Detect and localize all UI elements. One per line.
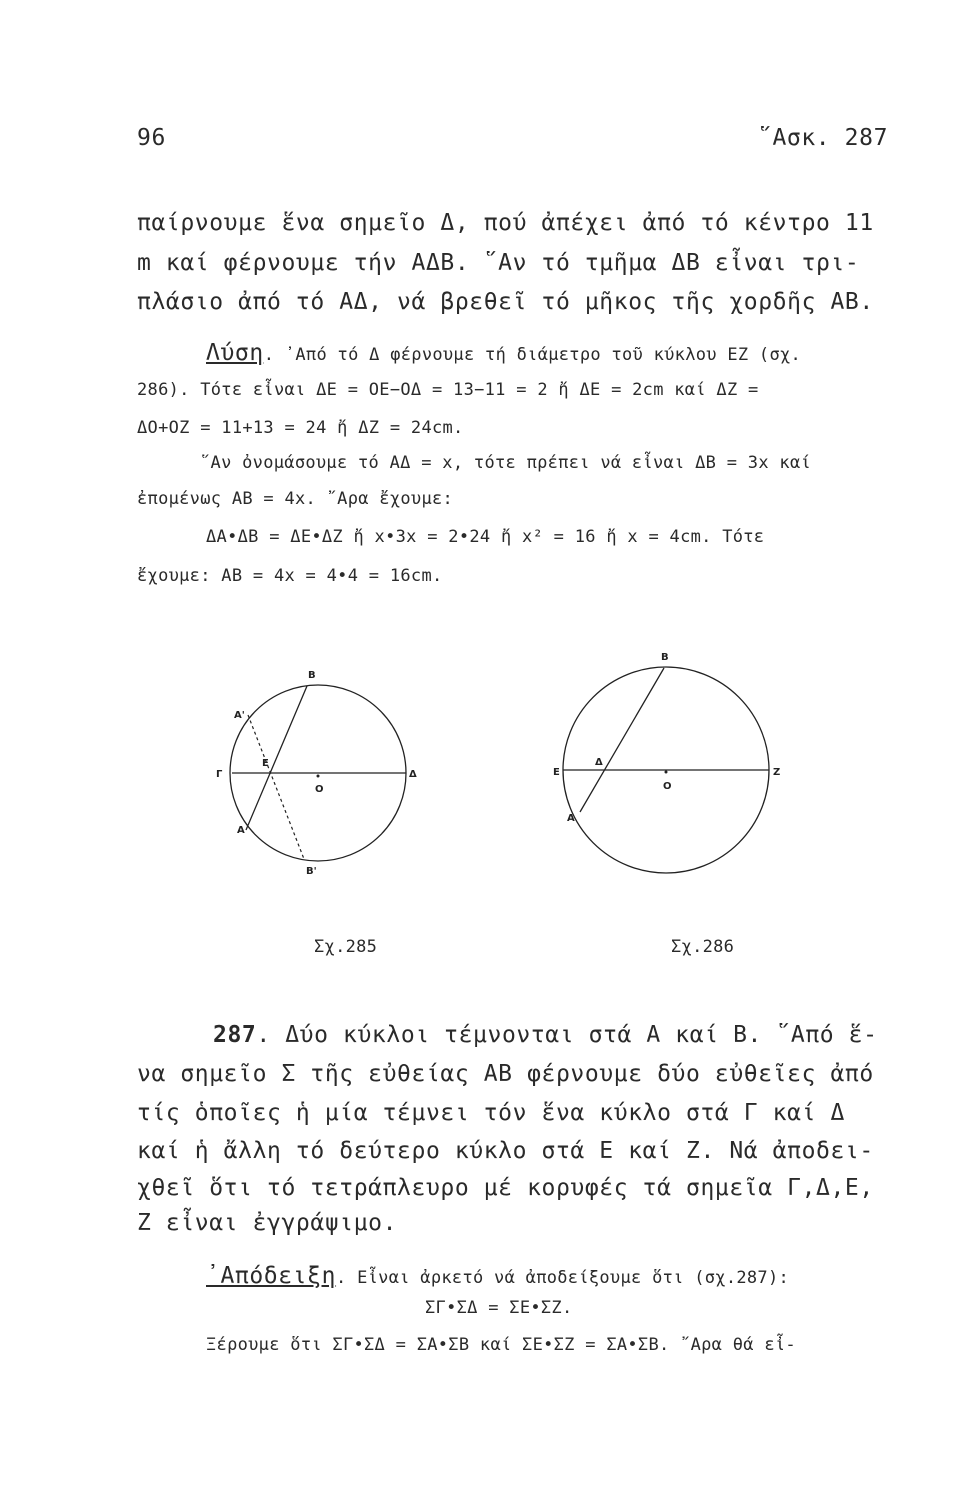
problem-287-line-2: να σημεῖο Σ τῆς εὐθείας ΑΒ φέρνουμε δύο εὐθεῖες ἀπό: [137, 1061, 874, 1087]
fig285-label-b: B: [308, 670, 316, 681]
solution-label: Λύση: [206, 340, 264, 366]
problem-286-line-1: παίρνουμε ἕνα σημεῖο Δ, πού ἀπέχει ἀπό τό κέντρο 11: [137, 210, 874, 236]
solution-286-line-5: ἐπομένως ΑΒ = 4x. ῎Αρα ἔχουμε:: [137, 489, 454, 509]
fig286-caption: Σχ.286: [671, 937, 735, 957]
page-number: 96: [137, 125, 166, 151]
solution-286-line-1: [206, 340, 801, 366]
problem-287-line-6: Ζ εἶναι ἐγγράψιμο.: [137, 1210, 398, 1236]
fig285-caption: Σχ.285: [314, 937, 378, 957]
solution-286-line-4: ῞Αν ὀνομάσουμε τό ΑΔ = x, τότε πρέπει νά εἶναι ΔΒ = 3x καί: [200, 453, 812, 473]
problem-287-line-3: τίς ὁποῖες ἡ μία τέμνει τόν ἕνα κύκλο στά Γ καί Δ: [137, 1100, 845, 1126]
solution-286-line-6: ΔΑ•ΔΒ = ΔΕ•ΔΖ ἤ x•3x = 2•24 ἤ x² = 16 ἤ x = 4cm. Τότε: [206, 527, 765, 547]
problem-287-line-4: καί ἡ ἄλλη τό δεύτερο κύκλο στά Ε καί Ζ. Νά ἀποδει-: [137, 1138, 874, 1164]
fig285-label-e: E: [262, 758, 269, 769]
fig286-label-z: Z: [773, 767, 781, 778]
fig286-label-a: A: [567, 813, 575, 824]
solution-286-line-1-text: . ᾽Από τό Δ φέρνουμε τή διάμετρο τοῦ κύκλου ΕΖ (σχ.: [263, 345, 802, 365]
fig285-label-a: A: [237, 825, 245, 836]
problem-287-number: 287: [213, 1022, 257, 1048]
solution-286-line-7: ἔχουμε: ΑΒ = 4x = 4•4 = 16cm.: [137, 566, 443, 586]
fig286-center-point: [665, 771, 668, 774]
proof-287-line-2: ΣΓ•ΣΔ = ΣΕ•ΣΖ.: [425, 1298, 573, 1318]
fig285-label-b-prime: B': [306, 866, 317, 877]
figure-286: [545, 645, 805, 885]
exercise-reference: ῞Ασκ. 287: [758, 125, 889, 151]
fig286-label-o: O: [663, 781, 672, 792]
proof-287-line-3: Ξέρουμε ὅτι ΣΓ•ΣΔ = ΣΑ•ΣΒ καί ΣΕ•ΣΖ = ΣΑ•ΣΒ. ῎Αρα θά εἶ-: [206, 1335, 796, 1355]
fig286-label-delta: Δ: [595, 757, 603, 768]
fig286-label-b: B: [661, 652, 669, 663]
fig285-label-o: O: [315, 784, 324, 795]
problem-287-line-1-text: . Δύο κύκλοι τέμνονται στά Α καί Β. ῞Από ἕ-: [256, 1022, 878, 1048]
problem-286-line-3: πλάσιο ἀπό τό ΑΔ, νά βρεθεῖ τό μῆκος τῆς χορδῆς ΑΒ.: [137, 289, 874, 315]
figure-285: [190, 650, 450, 890]
fig286-chord-ab: [580, 668, 664, 812]
problem-287-line-1: [213, 1022, 878, 1048]
problem-286-line-2: m καί φέρνουμε τήν ΑΔΒ. ῞Αν τό τμῆμα ΔΒ εἶναι τρι-: [137, 250, 860, 276]
fig286-label-e: E: [553, 767, 560, 778]
proof-287-line-1: [206, 1263, 789, 1289]
fig285-chord-dashed: [248, 715, 304, 859]
fig285-label-delta: Δ: [409, 769, 417, 780]
fig285-chord-ab: [246, 686, 307, 830]
proof-287-line-1-text: . Εἶναι ἀρκετό νά ἀποδείξουμε ὅτι (σχ.287):: [336, 1268, 790, 1288]
proof-label: ᾽Απόδειξη: [206, 1263, 337, 1289]
solution-286-line-2: 286). Τότε εἶναι ΔΕ = ΟΕ−ΟΔ = 13−11 = 2 ἤ ΔΕ = 2cm καί ΔΖ =: [137, 380, 759, 400]
fig285-label-a-prime: Α': [234, 710, 245, 721]
solution-286-line-3: ΔΟ+ΟΖ = 11+13 = 24 ἤ ΔΖ = 24cm.: [137, 418, 464, 438]
fig285-label-gamma: Γ: [216, 769, 223, 780]
problem-287-line-5: χθεῖ ὅτι τό τετράπλευρο μέ κορυφές τά σημεῖα Γ,Δ,Ε,: [137, 1175, 874, 1201]
fig285-center-point: [317, 775, 320, 778]
